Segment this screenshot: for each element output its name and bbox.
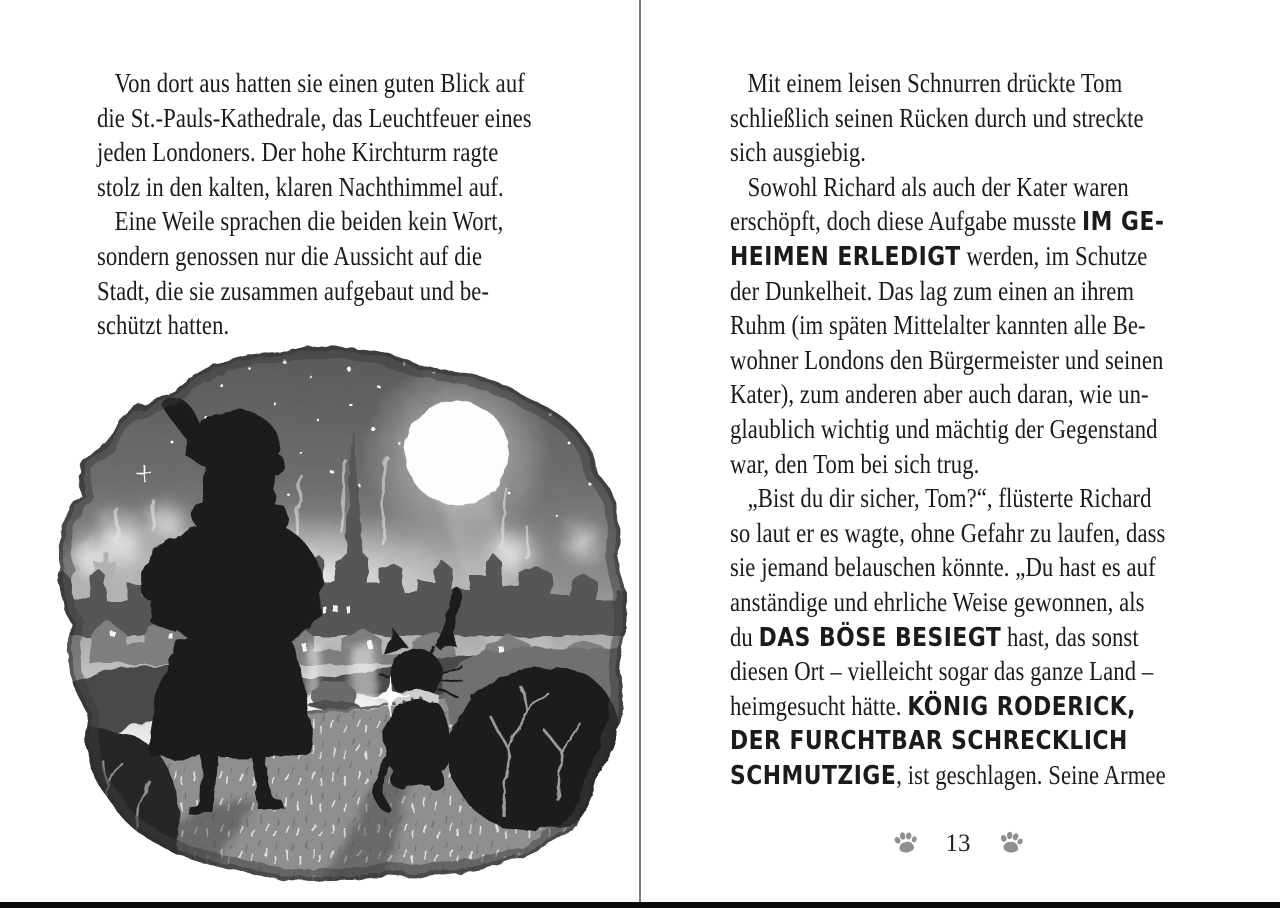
text-line xyxy=(97,135,572,170)
text-line xyxy=(730,758,1205,793)
text-line xyxy=(730,620,1205,655)
body-text-segment: Sowohl Richard als auch der Kater waren xyxy=(747,171,1129,202)
text-line xyxy=(97,66,572,101)
text-line xyxy=(730,654,1205,689)
paw-print-icon xyxy=(892,831,920,857)
paw-print-icon xyxy=(997,831,1025,857)
body-text-segment: anständige und ehrliche Weise gewonnen, als xyxy=(730,586,1145,617)
body-text-segment: so laut er es wagte, ohne Gefahr zu laufen, dass xyxy=(730,517,1166,548)
text-line xyxy=(730,101,1205,136)
display-text-segment: SCHMUTZIGE xyxy=(730,760,897,791)
body-text-segment: wohner Londons den Bürgermeister und seinen xyxy=(730,344,1164,375)
left-page-text-column xyxy=(97,66,572,343)
page-number: 13 xyxy=(945,830,971,857)
text-line xyxy=(730,274,1205,309)
body-text-segment: du xyxy=(730,621,759,652)
right-page-text-column xyxy=(730,66,1205,792)
body-text-segment: erschöpft, doch diese Aufgabe musste xyxy=(730,206,1083,237)
text-line xyxy=(97,274,572,309)
text-line xyxy=(730,447,1205,482)
text-line xyxy=(730,516,1205,551)
text-line xyxy=(730,170,1205,205)
moon xyxy=(405,401,509,505)
display-text-segment: DER FURCHTBAR SCHRECKLICH xyxy=(730,726,1128,757)
text-line xyxy=(730,377,1205,412)
body-text-segment: glaublich wichtig und mächtig der Gegenstand xyxy=(730,413,1158,444)
display-text-segment: HEIMEN ERLEDIGT xyxy=(730,241,961,272)
body-text-segment: Ruhm (im späten Mittelalter kannten alle Be- xyxy=(730,310,1146,341)
text-line xyxy=(730,723,1205,758)
body-text-segment: Mit einem leisen Schnurren drückte Tom xyxy=(747,68,1123,98)
body-text-segment: sie jemand belauschen könnte. „Du hast es auf xyxy=(730,552,1156,583)
illustration-night-city-scene xyxy=(50,344,634,884)
body-text-segment: sondern genossen nur die Aussicht auf die xyxy=(97,240,483,271)
text-line xyxy=(97,170,572,205)
page-gutter-divider xyxy=(639,0,641,903)
text-line xyxy=(97,308,572,343)
body-text-segment: „Bist du dir sicher, Tom?“, flüsterte Richard xyxy=(747,483,1152,514)
body-text-segment: diesen Ort – vielleicht sogar das ganze Land – xyxy=(730,656,1154,687)
body-text-segment: heimgesucht hätte. xyxy=(730,690,908,721)
text-line xyxy=(730,689,1205,724)
text-line xyxy=(730,204,1205,239)
body-text-segment: werden, im Schutze xyxy=(960,240,1148,271)
text-line xyxy=(730,66,1205,101)
text-line xyxy=(97,239,572,274)
body-text-segment: der Dunkelheit. Das lag zum einen an ihrem xyxy=(730,275,1135,306)
body-text-segment: sich ausgiebig. xyxy=(730,137,867,168)
body-text-segment: jeden Londoners. Der hohe Kirchturm ragte xyxy=(97,137,499,168)
body-text-segment: stolz in den kalten, klaren Nachthimmel auf. xyxy=(97,171,504,202)
text-line xyxy=(730,412,1205,447)
text-line xyxy=(730,481,1205,516)
text-line xyxy=(97,204,572,239)
text-line xyxy=(97,101,572,136)
body-text-segment: war, den Tom bei sich trug. xyxy=(730,448,980,479)
text-line xyxy=(730,585,1205,620)
page-footer xyxy=(730,830,1186,858)
bottom-edge-bar xyxy=(0,902,1280,908)
text-line xyxy=(730,135,1205,170)
text-line xyxy=(730,239,1205,274)
body-text-segment: schließlich seinen Rücken durch und streckte xyxy=(730,102,1144,133)
text-line xyxy=(730,343,1205,378)
body-text-segment: schützt hatten. xyxy=(97,310,230,341)
body-text-segment: Stadt, die sie zusammen aufgebaut und be- xyxy=(97,275,490,306)
body-text-segment: , ist geschlagen. Seine Armee xyxy=(896,759,1166,790)
body-text-segment: die St.-Pauls-Kathedrale, das Leuchtfeuer eines xyxy=(97,102,532,133)
body-text-segment: Eine Weile sprachen die beiden kein Wort, xyxy=(114,206,504,237)
display-text-segment: DAS BÖSE BESIEGT xyxy=(758,622,1002,653)
display-text-segment: KÖNIG RODERICK, xyxy=(907,691,1136,722)
body-text-segment: Kater), zum anderen aber auch daran, wie un- xyxy=(730,379,1149,410)
text-line xyxy=(730,550,1205,585)
body-text-segment: hast, das sonst xyxy=(1001,621,1139,652)
text-line xyxy=(730,308,1205,343)
body-text-segment: Von dort aus hatten sie einen guten Blick auf xyxy=(114,68,525,98)
display-text-segment: IM GE- xyxy=(1082,207,1165,238)
